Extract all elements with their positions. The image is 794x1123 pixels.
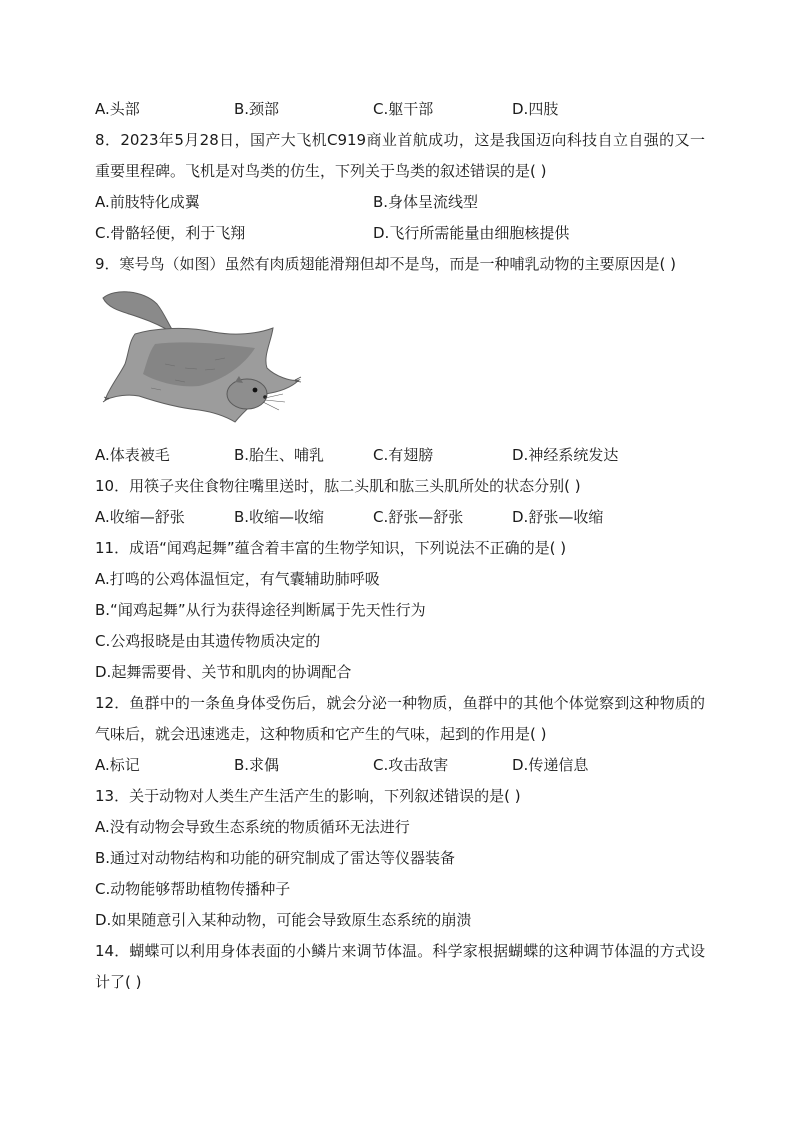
exam-page (95, 94, 705, 998)
q11-option-a-row (95, 564, 705, 595)
q10-option-d: D.舒张—收缩 (512, 508, 604, 526)
flying-squirrel-illustration (95, 284, 305, 434)
q9-figure (95, 280, 705, 440)
q13-option-a-row (95, 812, 705, 843)
q12-stem: 12．鱼群中的一条鱼身体受伤后，就会分泌一种物质，鱼群中的其他个体觉察到这种物质的气味后，就会迅速逃走，这种物质和它产生的气味，起到的作用是( ) (95, 694, 705, 743)
q11-option-c: C.公鸡报晓是由其遗传物质决定的 (95, 632, 321, 650)
q11-option-c-row (95, 626, 705, 657)
q13-option-c: C.动物能够帮助植物传播种子 (95, 880, 291, 898)
q9-option-c: C.有翅膀 (373, 446, 434, 464)
q8-stem: 8．2023年5月28日，国产大飞机C919商业首航成功，这是我国迈向科技自立自强的又一重要里程碑。飞机是对鸟类的仿生，下列关于鸟类的叙述错误的是( ) (95, 131, 705, 180)
q12-option-b: B.求偶 (234, 756, 280, 774)
q10-option-a: A.收缩—舒张 (95, 508, 185, 526)
q10-options (95, 502, 705, 533)
q12-option-d: D.传递信息 (512, 756, 589, 774)
q12-option-c: C.攻击敌害 (373, 756, 449, 774)
q13-stem: 13．关于动物对人类生产生活产生的影响，下列叙述错误的是( ) (95, 787, 521, 805)
q9-stem: 9．寒号鸟（如图）虽然有肉质翅能滑翔但却不是鸟，而是一种哺乳动物的主要原因是( ) (95, 255, 677, 273)
q7-option-c: C.躯干部 (373, 100, 434, 118)
q9-option-a: A.体表被毛 (95, 446, 170, 464)
q11-option-b-row (95, 595, 705, 626)
q10-option-c: C.舒张—舒张 (373, 508, 464, 526)
q13-option-a: A.没有动物会导致生态系统的物质循环无法进行 (95, 818, 410, 836)
q7-option-d: D.四肢 (512, 100, 559, 118)
q11-stem: 11．成语“闻鸡起舞”蕴含着丰富的生物学知识，下列说法不正确的是( ) (95, 539, 567, 557)
q9-option-b: B.胎生、哺乳 (234, 446, 325, 464)
q9-options (95, 440, 705, 471)
q12-options (95, 750, 705, 781)
q14-stem: 14．蝴蝶可以利用身体表面的小鳞片来调节体温。科学家根据蝴蝶的这种调节体温的方式设计了( ) (95, 942, 705, 991)
q9-option-d: D.神经系统发达 (512, 446, 619, 464)
q13-option-c-row (95, 874, 705, 905)
q8-options-row2 (95, 218, 705, 249)
q10-stem: 10．用筷子夹住食物往嘴里送时，肱二头肌和肱三头肌所处的状态分别( ) (95, 477, 581, 495)
q8-option-b: B.身体呈流线型 (373, 193, 479, 211)
q7-options (95, 94, 705, 125)
q8-options-row1 (95, 187, 705, 218)
q8-option-d: D.飞行所需能量由细胞核提供 (373, 224, 570, 242)
q11-option-d: D.起舞需要骨、关节和肌肉的协调配合 (95, 663, 352, 681)
q8-option-c: C.骨骼轻便，利于飞翔 (95, 224, 246, 242)
q10-option-b: B.收缩—收缩 (234, 508, 325, 526)
q11-option-b: B.“闻鸡起舞”从行为获得途径判断属于先天性行为 (95, 601, 426, 619)
q7-option-b: B.颈部 (234, 100, 280, 118)
q7-option-a: A.头部 (95, 100, 140, 118)
q11-option-d-row (95, 657, 705, 688)
q13-option-b-row (95, 843, 705, 874)
q13-option-b: B.通过对动物结构和功能的研究制成了雷达等仪器装备 (95, 849, 456, 867)
q11-option-a: A.打鸣的公鸡体温恒定，有气囊辅助肺呼吸 (95, 570, 380, 588)
q8-option-a: A.前肢特化成翼 (95, 193, 200, 211)
q13-option-d: D.如果随意引入某种动物，可能会导致原生态系统的崩溃 (95, 911, 472, 929)
q13-option-d-row (95, 905, 705, 936)
q12-option-a: A.标记 (95, 756, 140, 774)
